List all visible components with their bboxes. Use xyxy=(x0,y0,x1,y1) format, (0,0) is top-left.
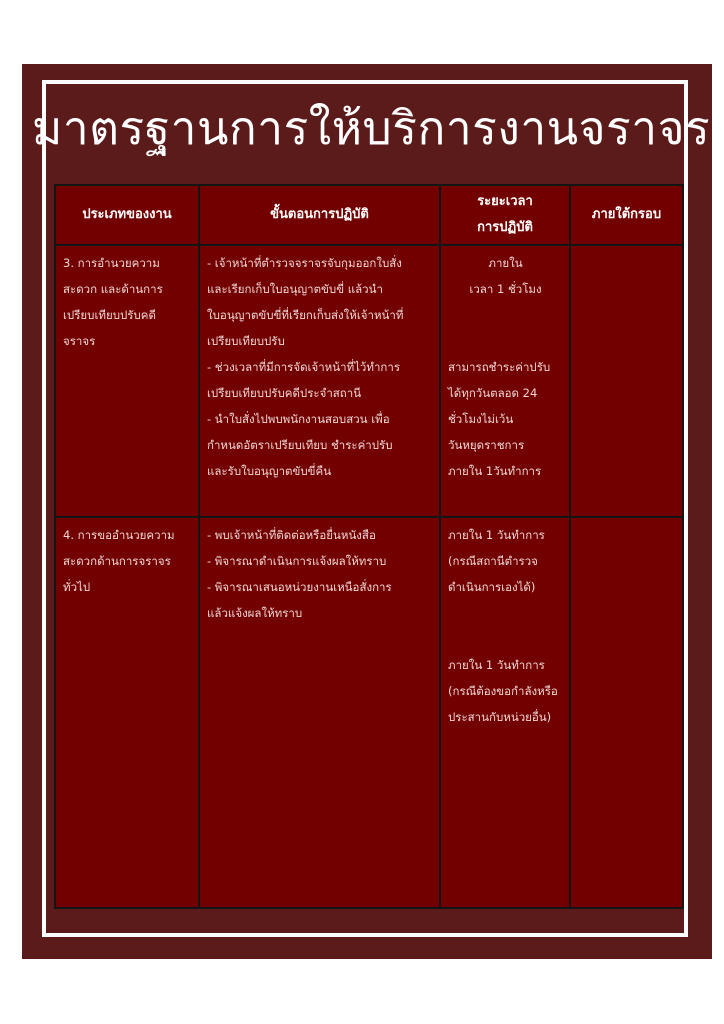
duration-line: (กรณีต้องขอกำลังหรือ xyxy=(448,684,558,698)
type-line: เปรียบเทียบปรับคดี xyxy=(63,308,156,322)
cell-steps xyxy=(199,517,440,908)
cell-framework xyxy=(570,517,683,908)
type-line: 3. การอำนวยความ xyxy=(63,256,160,270)
poster-title: มาตรฐานการให้บริการงานจราจร xyxy=(32,101,711,155)
type-line: สะดวกด้านการจราจร xyxy=(63,554,171,568)
header-steps: ขั้นตอนการปฏิบัติ xyxy=(199,185,440,245)
duration-line: ประสานกับหน่วยอื่น) xyxy=(448,710,552,724)
cell-duration xyxy=(440,245,570,517)
step-line: - นำใบสั่งไปพบพนักงานสอบสวน เพื่อ xyxy=(207,412,390,426)
duration-line: ชั่วโมงไม่เว้น xyxy=(448,412,514,426)
step-line: - พบเจ้าหน้าที่ติดต่อหรือยื่นหนังสือ xyxy=(207,528,376,542)
step-line: เปรียบเทียบปรับคดีประจำสถานี xyxy=(207,386,362,400)
step-line: เปรียบเทียบปรับ xyxy=(207,334,285,348)
header-duration-line2: การปฏิบัติ xyxy=(477,220,533,235)
cell-type xyxy=(55,517,199,908)
header-type: ประเภทของงาน xyxy=(55,185,199,245)
step-line: แล้วแจ้งผลให้ทราบ xyxy=(207,606,303,620)
type-line: จราจร xyxy=(63,334,96,348)
duration-line: (กรณีสถานีตำรวจ xyxy=(448,554,538,568)
standards-poster xyxy=(22,64,712,959)
header-duration-line1: ระยะเวลา xyxy=(477,194,533,209)
duration-line: เวลา 1 ชั่วโมง xyxy=(469,282,542,296)
header-framework: ภายใต้กรอบ xyxy=(570,185,683,245)
cell-steps xyxy=(199,245,440,517)
table-row xyxy=(55,245,683,517)
table-row xyxy=(55,517,683,908)
duration-line: วันหยุดราชการ xyxy=(448,438,525,452)
service-standards-table xyxy=(54,184,684,909)
step-line: - พิจารณาเสนอหน่วยงานเหนือสั่งการ xyxy=(207,580,392,594)
type-line: ทั่วไป xyxy=(63,580,91,594)
duration-line: สามารถชำระค่าปรับ xyxy=(448,360,551,374)
step-line: - พิจารณาดำเนินการแจ้งผลให้ทราบ xyxy=(207,554,387,568)
type-line: 4. การขออำนวยความ xyxy=(63,528,175,542)
duration-line: ได้ทุกวันตลอด 24 xyxy=(448,386,538,400)
step-line: - ช่วงเวลาที่มีการจัดเจ้าหน้าที่ไว้ทำการ xyxy=(207,360,401,374)
step-line: กำหนดอัตราเปรียบเทียบ ชำระค่าปรับ xyxy=(207,438,393,452)
duration-line: ดำเนินการเองได้) xyxy=(448,580,536,594)
duration-line: ภายใน xyxy=(488,256,523,270)
cell-framework xyxy=(570,245,683,517)
duration-line: ภายใน 1วันทำการ xyxy=(448,464,542,478)
step-line: - เจ้าหน้าที่ตำรวจจราจรจับกุมออกใบสั่ง xyxy=(207,256,402,270)
type-line: สะดวก และด้านการ xyxy=(63,282,163,296)
spacer xyxy=(448,302,563,354)
table-header-row xyxy=(55,185,683,245)
cell-duration xyxy=(440,517,570,908)
spacer xyxy=(448,600,563,652)
duration-line: ภายใน 1 วันทำการ xyxy=(448,658,545,672)
step-line: ใบอนุญาตขับขี่ที่เรียกเก็บส่งให้เจ้าหน้าที่ xyxy=(207,308,404,322)
step-line: และรับใบอนุญาตขับขี่คืน xyxy=(207,464,332,478)
header-duration xyxy=(440,185,570,245)
step-line: และเรียกเก็บใบอนุญาตขับขี่ แล้วนำ xyxy=(207,282,383,296)
duration-line: ภายใน 1 วันทำการ xyxy=(448,528,545,542)
cell-type xyxy=(55,245,199,517)
